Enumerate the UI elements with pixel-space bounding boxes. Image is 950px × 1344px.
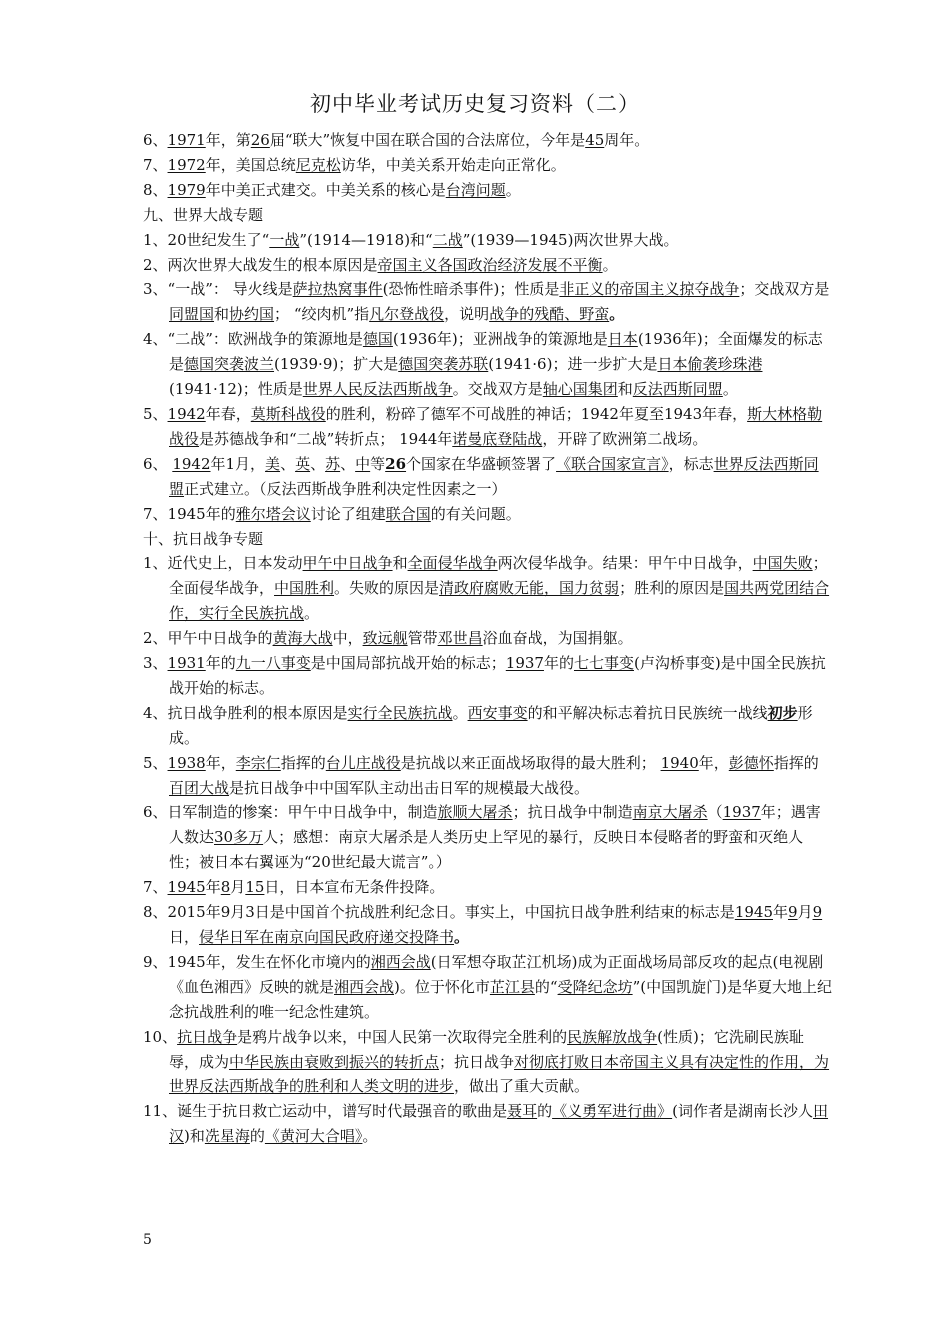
list-item [143, 800, 833, 875]
underlined-keyword: 美 [265, 454, 281, 473]
text-run: 年， [698, 753, 729, 772]
text-run: (词作者是湖南长沙人 [672, 1102, 813, 1121]
list-item [143, 502, 833, 527]
underlined-keyword: 英 [295, 454, 311, 473]
text-run: 10、 [143, 1027, 178, 1046]
underlined-keyword: 一战 [269, 230, 300, 249]
text-run: 5、 [143, 404, 168, 423]
text-run: ；抗日战争 [439, 1052, 515, 1071]
text-run: 7、 [143, 878, 168, 897]
text-run: 是抗战以来正面战场取得的最大胜利； [400, 753, 661, 772]
text-run: ，开辟了欧洲第二战场。 [542, 429, 708, 448]
list-item [143, 178, 833, 203]
underlined-keyword: 1945 [167, 878, 206, 897]
underlined-keyword: 抗日战争 [177, 1027, 238, 1046]
text-run: 。 [454, 928, 470, 946]
underlined-keyword: 黄海大战 [272, 629, 333, 648]
underlined-keyword: 民族解放战争 [567, 1027, 658, 1046]
underlined-keyword: 甲午中日战争 [302, 554, 393, 573]
underlined-keyword: 邓世昌 [437, 629, 483, 648]
underlined-keyword: 全面侵华战争 [407, 554, 498, 573]
text-run: 年春， [205, 404, 251, 423]
underlined-keyword: 李宗仁 [235, 753, 281, 772]
text-run: 形成。 [169, 703, 813, 747]
text-run: 9、1945年，发生在怀化市境内的 [143, 952, 371, 971]
underlined-keyword: 世界人民反法西斯战争 [302, 380, 453, 399]
text-run: 个国家在华盛顿签署了 [406, 454, 557, 473]
page-number: 5 [143, 1232, 152, 1248]
underlined-keyword: 15 [245, 878, 265, 897]
text-run: 年1月， [210, 454, 266, 473]
underlined-keyword: 1931 [167, 654, 206, 673]
underlined-keyword: 侵华日军在南京向国民政府递交投降书 [199, 928, 455, 946]
list-item [143, 327, 833, 402]
underlined-keyword: 9 [788, 903, 798, 922]
underlined-keyword: 轴心国集团 [542, 380, 618, 399]
text-run: 年；遇害人数达 [169, 803, 821, 847]
text-run: 。失败的原因是 [334, 579, 440, 598]
text-run: 人；感想：南京大屠杀是人类历史上罕见的暴行，反映日本侵略者的野蛮和灭绝人性；被日本右翼诬为“20世纪最大谎言”。） [169, 828, 804, 872]
list-item [143, 626, 833, 651]
underlined-keyword: 初步 [767, 703, 798, 722]
underlined-keyword: 日本 [607, 330, 638, 349]
underlined-keyword: 1979 [167, 180, 206, 199]
text-run: 2、两次世界大战发生的根本原因是 [143, 255, 378, 274]
text-run: 。 [505, 180, 521, 199]
text-run: 周年。 [604, 131, 650, 149]
underlined-keyword: 莫斯科战役 [250, 404, 326, 423]
text-run: 的和平解决标志着抗日民族统一战线 [527, 703, 768, 722]
list-item [143, 751, 833, 801]
page-title: 初中毕业考试历史复习资料（二） [310, 92, 640, 116]
text-run: ；交战双方是 [739, 280, 830, 299]
underlined-keyword: 清政府腐败无能，国力贫弱 [439, 579, 620, 598]
text-run: 3、 [143, 654, 168, 673]
underlined-keyword: 湘西会战 [334, 977, 395, 996]
underlined-keyword: 七七事变 [573, 654, 634, 673]
text-run: 的“ [534, 977, 558, 996]
underlined-keyword: 旅顺大屠杀 [437, 803, 513, 822]
underlined-keyword: 彭德怀 [728, 753, 774, 772]
text-run: 7、1945年的 [143, 504, 236, 523]
text-run: 年 [205, 878, 221, 897]
list-item [143, 253, 833, 278]
underlined-keyword: 南京大屠杀 [632, 803, 708, 822]
text-run: 。 [362, 1127, 378, 1146]
text-run: 和 [392, 554, 408, 573]
text-run: ”(1939—1945)两次世界大战。 [462, 230, 679, 249]
text-run: )。位于怀化市 [394, 977, 490, 996]
text-run: 11、诞生于抗日救亡运动中，谱写时代最强音的歌曲是 [143, 1102, 508, 1121]
underlined-keyword: 45 [585, 131, 605, 149]
text-run: ”(中国凯旋门)是华夏大地上纪念抗战胜利的唯一纪念性建筑。 [169, 977, 832, 1021]
text-run: 九、世界大战专题 [143, 205, 264, 224]
underlined-keyword: 1945 [734, 903, 773, 922]
underlined-keyword: 非正义的帝国主义掠夺战争 [559, 280, 740, 299]
underlined-keyword: 斯大林格勒战役 [169, 404, 823, 448]
text-run: ；全面侵华战争， [169, 554, 828, 598]
text-run: 十、抗日战争专题 [143, 529, 264, 548]
underlined-keyword: 1942 [167, 404, 206, 423]
underlined-keyword: 《黄河大合唱》 [264, 1127, 363, 1146]
text-run: (恐怖性暗杀事件)；性质是 [382, 280, 560, 299]
underlined-keyword: 百团大战 [169, 778, 230, 797]
underlined-keyword: 反法西斯同盟 [632, 380, 723, 399]
text-run: 3、“一战”： 导火线是 [143, 280, 293, 299]
list-item [143, 701, 833, 751]
list-item [143, 551, 833, 626]
text-run: (1941·6)；进一步扩大是 [488, 355, 658, 374]
text-run: )和 [184, 1127, 205, 1146]
text-run: 指挥的 [280, 753, 326, 772]
text-run: 1、近代史上，日本发动 [143, 554, 303, 573]
text-run: 日，日本宣布无条件投降。 [264, 878, 445, 897]
text-run: 8、2015年9月3日是中国首个抗战胜利纪念日。事实上，中国抗日战争胜利结束的标志是 [143, 903, 735, 922]
underlined-keyword: 尼克松 [295, 155, 341, 174]
text-run: (1936年)；亚洲战争的策源地是 [392, 330, 608, 349]
text-run: 月 [230, 878, 246, 897]
text-run: 是抗日战争中中国军队主动出击日军的规模最大战役。 [229, 778, 590, 797]
text-run: 。 [602, 255, 618, 274]
text-run: 日， [169, 928, 200, 946]
list-item [143, 651, 833, 701]
underlined-keyword: 芷江县 [489, 977, 535, 996]
underlined-keyword: 田汉 [169, 1102, 829, 1146]
text-run: 2、甲午中日战争的 [143, 629, 273, 648]
underlined-keyword: 凡尔登战役 [369, 305, 445, 324]
text-run: 月 [797, 903, 813, 922]
underlined-keyword: 德国突袭苏联 [398, 355, 489, 374]
underlined-keyword: 《义勇军进行曲》 [552, 1102, 673, 1121]
underlined-keyword: 受降纪念坊 [557, 977, 633, 996]
text-run: 。 [452, 703, 468, 722]
text-run: (性质)；它洗刷民族耻辱，成为 [169, 1027, 804, 1071]
text-run: ； “绞肉机”指 [274, 305, 370, 324]
list-item [143, 1099, 833, 1149]
underlined-keyword: 8 [220, 878, 231, 897]
text-run: 是苏德战争和“二战”转折点； 1944年 [199, 429, 453, 448]
text-run: 1、20世纪发生了“ [143, 230, 270, 249]
text-run: 年的 [205, 654, 236, 673]
text-run: 、 [340, 454, 356, 473]
text-run: ”(1914—1918)和“ [299, 230, 433, 249]
underlined-keyword: 战争的残酷、野蛮 [489, 305, 610, 324]
text-run: ；抗日战争中制造 [512, 803, 633, 822]
document-body [143, 128, 833, 1149]
text-run: 是鸦片战争以来，中国人民第一次取得完全胜利的 [237, 1027, 568, 1046]
list-item [143, 128, 833, 153]
list-item [143, 402, 833, 452]
text-run: 8、 [143, 180, 168, 199]
underlined-keyword: 联合国 [385, 504, 431, 523]
underlined-keyword: 中国失败 [752, 554, 813, 573]
underlined-keyword: 诺曼底登陆战 [452, 429, 543, 448]
underlined-keyword: 同盟国 [169, 305, 215, 324]
text-run: (卢沟桥事变)是中国全民族抗战开始的标志。 [169, 654, 826, 697]
text-run: (1939·9)；扩大是 [274, 355, 399, 374]
text-run: 的胜利，粉碎了德军不可战胜的神话；1942年夏至1943年春， [325, 404, 748, 423]
list-item [143, 228, 833, 253]
underlined-keyword: 德国 [362, 330, 393, 349]
text-run: 5、 [143, 753, 168, 772]
text-run: 、 [310, 454, 326, 473]
underlined-keyword: 国共两党团结合作，实行全民族抗战 [169, 579, 830, 623]
text-run: 年，美国总统 [205, 155, 296, 174]
underlined-keyword: 聂耳 [507, 1102, 538, 1121]
text-run: 年 [773, 903, 789, 922]
section-heading [143, 527, 833, 552]
list-item [143, 950, 833, 1025]
text-run: 指挥的 [773, 753, 819, 772]
text-run: 7、 [143, 155, 168, 174]
underlined-keyword: 30多万 [214, 828, 264, 847]
list-item [143, 875, 833, 900]
text-run: ，标志 [668, 454, 714, 473]
text-run: 讨论了组建 [310, 504, 386, 523]
text-run: 。 [609, 305, 625, 324]
underlined-keyword: 西安事变 [467, 703, 528, 722]
text-run: 的 [249, 1127, 265, 1146]
list-item [143, 277, 833, 327]
text-run: 和 [214, 305, 230, 324]
text-run: （ [707, 803, 723, 822]
underlined-keyword: 日本偷袭珍珠港 [657, 355, 763, 374]
underlined-keyword: 台儿庄战役 [325, 753, 401, 772]
text-run: 。 [722, 380, 738, 399]
list-item [143, 153, 833, 178]
text-run: 的 [537, 1102, 553, 1121]
section-heading [143, 203, 833, 228]
text-run: 浴血奋战，为国捐躯。 [482, 629, 633, 648]
underlined-keyword: 实行全民族抗战 [347, 703, 453, 722]
text-run: 年， [205, 753, 236, 772]
underlined-keyword: 对彻底打败日本帝国主义具有决定性的作用，为世界反法西斯战争的胜利和人类文明的进步 [169, 1052, 830, 1096]
underlined-keyword: 协约国 [229, 305, 275, 324]
underlined-keyword: 帝国主义各国政治经济发展不平衡 [377, 255, 603, 274]
text-run: (1941·12)；性质是 [169, 380, 303, 399]
underlined-keyword: 1937 [505, 654, 544, 673]
underlined-keyword: 中 [355, 454, 371, 473]
text-run: 正式建立。（反法西斯战争胜利决定性因素之一） [184, 479, 507, 498]
text-run: 年，第 [205, 131, 251, 149]
text-run: 访华，中美关系开始走向正常化。 [340, 155, 566, 174]
text-run: 6、日军制造的惨案：甲午中日战争中，制造 [143, 803, 438, 822]
text-run: 6、 [143, 131, 168, 149]
underlined-keyword: 1942 [172, 454, 211, 473]
text-run: (1936年)；全面爆发的标志是 [169, 330, 823, 374]
underlined-keyword: 冼星海 [204, 1127, 250, 1146]
underlined-keyword: 中华民族由衰败到振兴的转折点 [229, 1052, 440, 1071]
underlined-keyword: 德国突袭波兰 [184, 355, 275, 374]
underlined-keyword: 1937 [722, 803, 761, 822]
text-run: 4、“二战”：欧洲战争的策源地是 [143, 330, 363, 349]
text-run: 4、抗日战争胜利的根本原因是 [143, 703, 348, 722]
text-run: ，说明 [444, 305, 490, 324]
list-item [143, 1025, 833, 1100]
underlined-keyword: 9 [812, 903, 823, 922]
underlined-keyword: 1940 [660, 753, 699, 772]
text-run: 两次侵华战争。结果：甲午中日战争， [497, 554, 753, 573]
underlined-keyword: 二战 [432, 230, 463, 249]
text-run: 年中美正式建交。中美关系的核心是 [205, 180, 446, 199]
underlined-keyword: 萨拉热窝事件 [292, 280, 383, 299]
underlined-keyword: 《联合国家宣言》 [556, 454, 669, 473]
text-run: 管带 [407, 629, 438, 648]
underlined-keyword: 九一八事变 [235, 654, 311, 673]
text-run: 是中国局部抗战开始的标志； [310, 654, 506, 673]
text-run: 。 [304, 604, 320, 623]
underlined-keyword: 台湾问题 [445, 180, 506, 199]
text-run: 年的 [543, 654, 574, 673]
text-run: 和 [617, 380, 633, 399]
underlined-keyword: 中国胜利 [274, 579, 335, 598]
text-run: 中， [332, 629, 363, 648]
underlined-keyword: 湘西会战 [370, 952, 431, 971]
text-run: 届“联大”恢复中国在联合国的合法席位，今年是 [269, 131, 586, 149]
text-run: ；胜利的原因是 [619, 579, 725, 598]
text-run: (日军想夺取芷江机场)成为正面战场局部反攻的起点(电视剧《血色湘西》反映的就是 [169, 952, 824, 996]
underlined-keyword: 1938 [167, 753, 206, 772]
underlined-keyword: 26 [385, 454, 407, 473]
underlined-keyword: 苏 [325, 454, 341, 473]
underlined-keyword: 26 [250, 131, 270, 149]
text-run: 6、 [143, 454, 173, 473]
text-run: 等 [370, 454, 386, 473]
underlined-keyword: 致远舰 [362, 629, 408, 648]
underlined-keyword: 雅尔塔会议 [235, 504, 311, 523]
list-item [143, 900, 833, 950]
underlined-keyword: 世界反法西斯同盟 [169, 454, 819, 498]
text-run: ，做出了重大贡献。 [454, 1077, 590, 1096]
underlined-keyword: 1971 [167, 131, 206, 149]
text-run: 的有关问题。 [430, 504, 521, 523]
text-run: 。交战双方是 [452, 380, 543, 399]
list-item [143, 452, 833, 502]
text-run: 、 [280, 454, 296, 473]
underlined-keyword: 1972 [167, 155, 206, 174]
